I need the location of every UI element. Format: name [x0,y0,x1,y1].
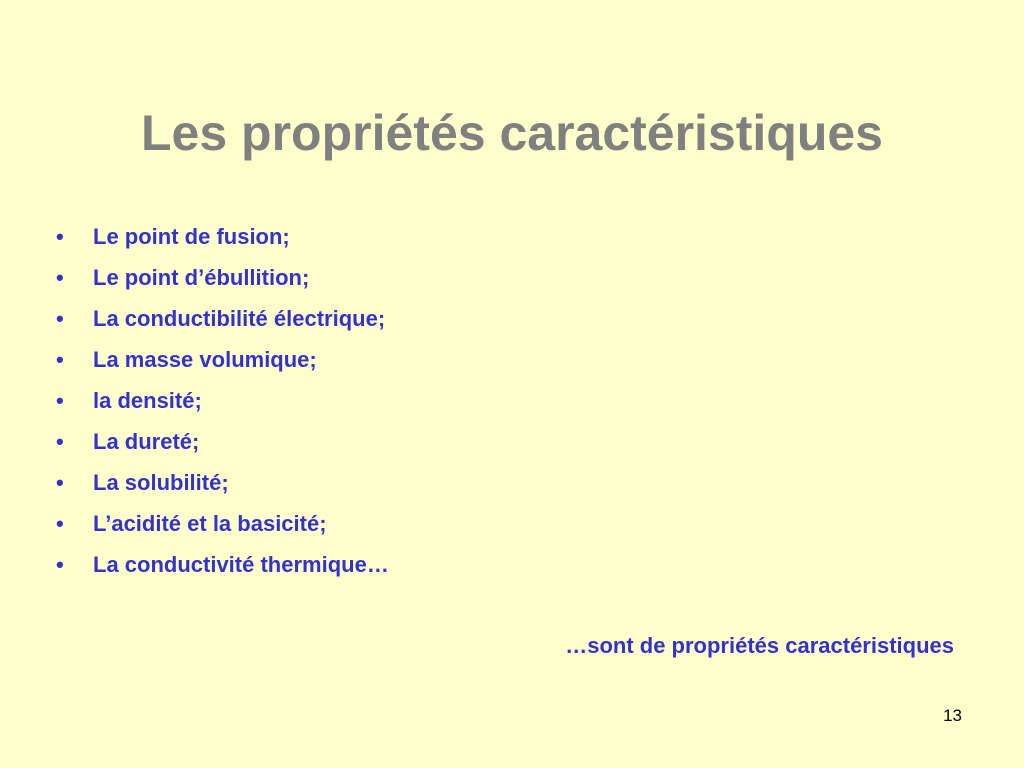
bullet-list [56,216,956,585]
bullet-text: Le point d’ébullition; [93,265,310,290]
bullet-text: la densité; [93,388,202,413]
slide-number: 13 [943,706,962,725]
bullet-icon: • [56,429,64,454]
bullet-text: La conductibilité électrique; [93,306,386,331]
bullet-item [56,339,956,380]
closing-statement: …sont de propriétés caractéristiques [565,633,954,658]
bullet-item [56,462,956,503]
bullet-text: L’acidité et la basicité; [93,511,327,536]
bullet-item [56,257,956,298]
bullet-icon: • [56,388,64,413]
bullet-icon: • [56,552,64,577]
bullet-item [56,421,956,462]
bullet-item [56,216,956,257]
bullet-text: La masse volumique; [93,347,317,372]
bullet-text: Le point de fusion; [93,224,290,249]
bullet-item [56,503,956,544]
bullet-item [56,380,956,421]
bullet-icon: • [56,224,64,249]
slide-title: Les propriétés caractéristiques [141,105,883,161]
bullet-icon: • [56,347,64,372]
bullet-text: La dureté; [93,429,200,454]
bullet-icon: • [56,511,64,536]
bullet-icon: • [56,306,64,331]
bullet-icon: • [56,470,64,495]
bullet-item [56,298,956,339]
bullet-item [56,544,956,585]
bullet-text: La solubilité; [93,470,229,495]
bullet-text: La conductivité thermique… [93,552,389,577]
bullet-icon: • [56,265,64,290]
